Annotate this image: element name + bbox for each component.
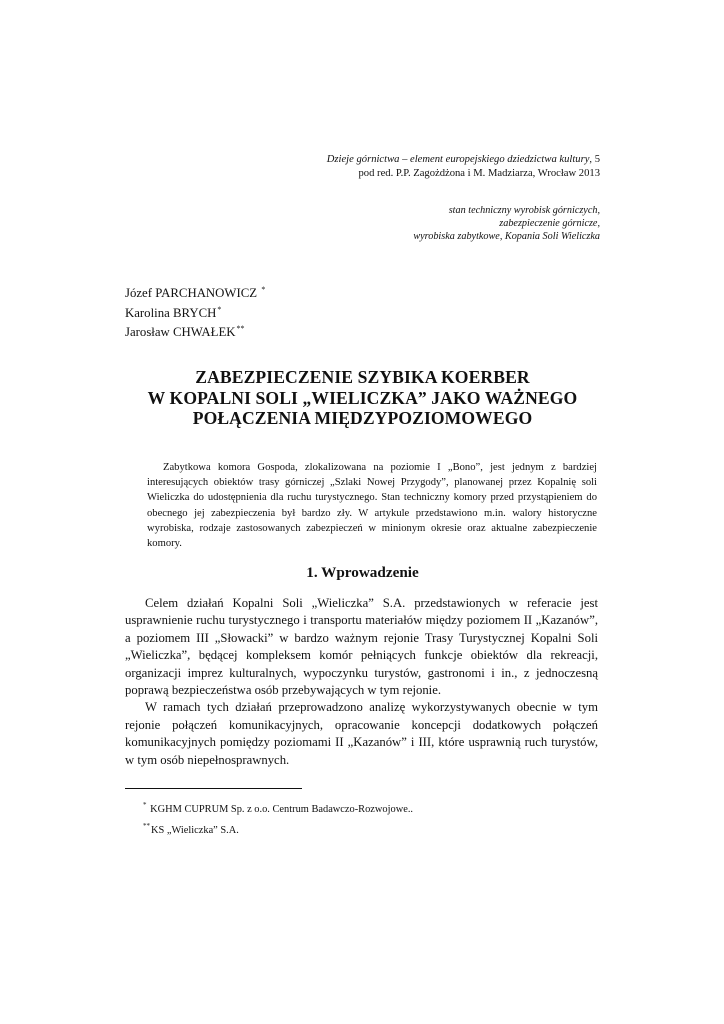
abstract: Zabytkowa komora Gospoda, zlokalizowana na poziomie I „Bono”, jest jednym z bardziej interesujących obiektów trasy górniczej „Szlaki Nowej Przygody”, planowanej przez Kopalnię soli Wieliczka do udostępnienia dla ruchu turystycznego. Stan techniczny komory przed przystąpieniem do obecnego jej zabezpieczenia był bardzo zły. W artykule przedstawiono m.in. walory historyczne wyrobiska, rodzaje zastosowanych zabezpieczeń w minionym okresie oraz aktualne zabezpieczenie komory. xyxy=(147,462,597,550)
footnote-text: KS „Wieliczka” S.A. xyxy=(151,825,239,836)
keyword-line: zabezpieczenie górnicze, xyxy=(499,218,600,230)
title-line: POŁĄCZENIA MIĘDZYPOZIOMOWEGO xyxy=(192,408,533,428)
author-name: Józef PARCHANOWICZ xyxy=(125,286,261,300)
author xyxy=(125,321,265,341)
keyword-line: wyrobiska zabytkowe, Kopania Soli Wieliczka xyxy=(413,231,600,243)
series-title: Dzieje górnictwa – element europejskiego dziedzictwa kultury xyxy=(326,154,590,165)
paper-title xyxy=(125,367,600,429)
title-line: W KOPALNI SOLI „WIELICZKA” JAKO WAŻNEGO xyxy=(147,387,578,408)
footnote-mark: * xyxy=(143,801,147,809)
author-name: Jarosław CHWAŁEK xyxy=(125,325,236,339)
footnote-text: KGHM CUPRUM Sp. z o.o. Centrum Badawczo-Rozwojowe.. xyxy=(147,804,414,815)
title-line: ZABEZPIECZENIE SZYBIKA KOERBER xyxy=(195,367,530,387)
affiliation-mark: * xyxy=(217,304,222,314)
author xyxy=(125,282,265,302)
section-heading: 1. Wprowadzenie xyxy=(306,564,419,581)
affiliation-mark: ** xyxy=(236,324,245,333)
author-name: Karolina BRYCH xyxy=(125,305,217,320)
footnote-separator xyxy=(125,788,302,789)
keyword-line: stan techniczny wyrobisk górniczych, xyxy=(448,205,600,216)
author xyxy=(125,302,265,322)
series-volume: , 5 xyxy=(589,154,600,165)
body-paragraph: W ramach tych działań przeprowadzono analizę wykorzystywanych obecnie w tym rejonie połączeń komunikacyjnych, opracowanie koncepcji dodatkowych połączeń komunikacyjnych pomiędzy poziomami II „Kazanów” i III, które usprawnią ruch turystów, w tym osób niepełnosprawnych. xyxy=(125,700,598,767)
footnote-mark: ** xyxy=(143,822,150,830)
keywords xyxy=(413,204,600,244)
footnotes xyxy=(143,797,413,839)
section-body xyxy=(125,595,598,769)
footnote xyxy=(143,818,413,839)
body-paragraph: Celem działań Kopalni Soli „Wieliczka” S.A. przedstawionych w referacie jest usprawnienie ruchu turystycznego i transportu materiałów między poziomem II „Kazanów”, a poziomem III „Słowacki” w bardzo ważnym rejonie Trasy Turystycznej Kopalni Soli „Wieliczka”, będącej kompleksem komór pełniących funkcje obiektów dla rekreacji, organizacji imprez kulturalnych, wypoczynku turystów, gastronomi i in., z jednoczesną poprawą bezpieczeństwa osób przebywających w tym rejonie. xyxy=(125,596,598,698)
affiliation-mark: * xyxy=(261,285,266,294)
series-line-1 xyxy=(327,153,600,167)
footnote xyxy=(143,797,413,818)
series-editors: pod red. P.P. Zagożdżona i M. Madziarza, Wrocław 2013 xyxy=(358,168,600,179)
author-list xyxy=(125,282,265,341)
series-header xyxy=(327,153,600,181)
